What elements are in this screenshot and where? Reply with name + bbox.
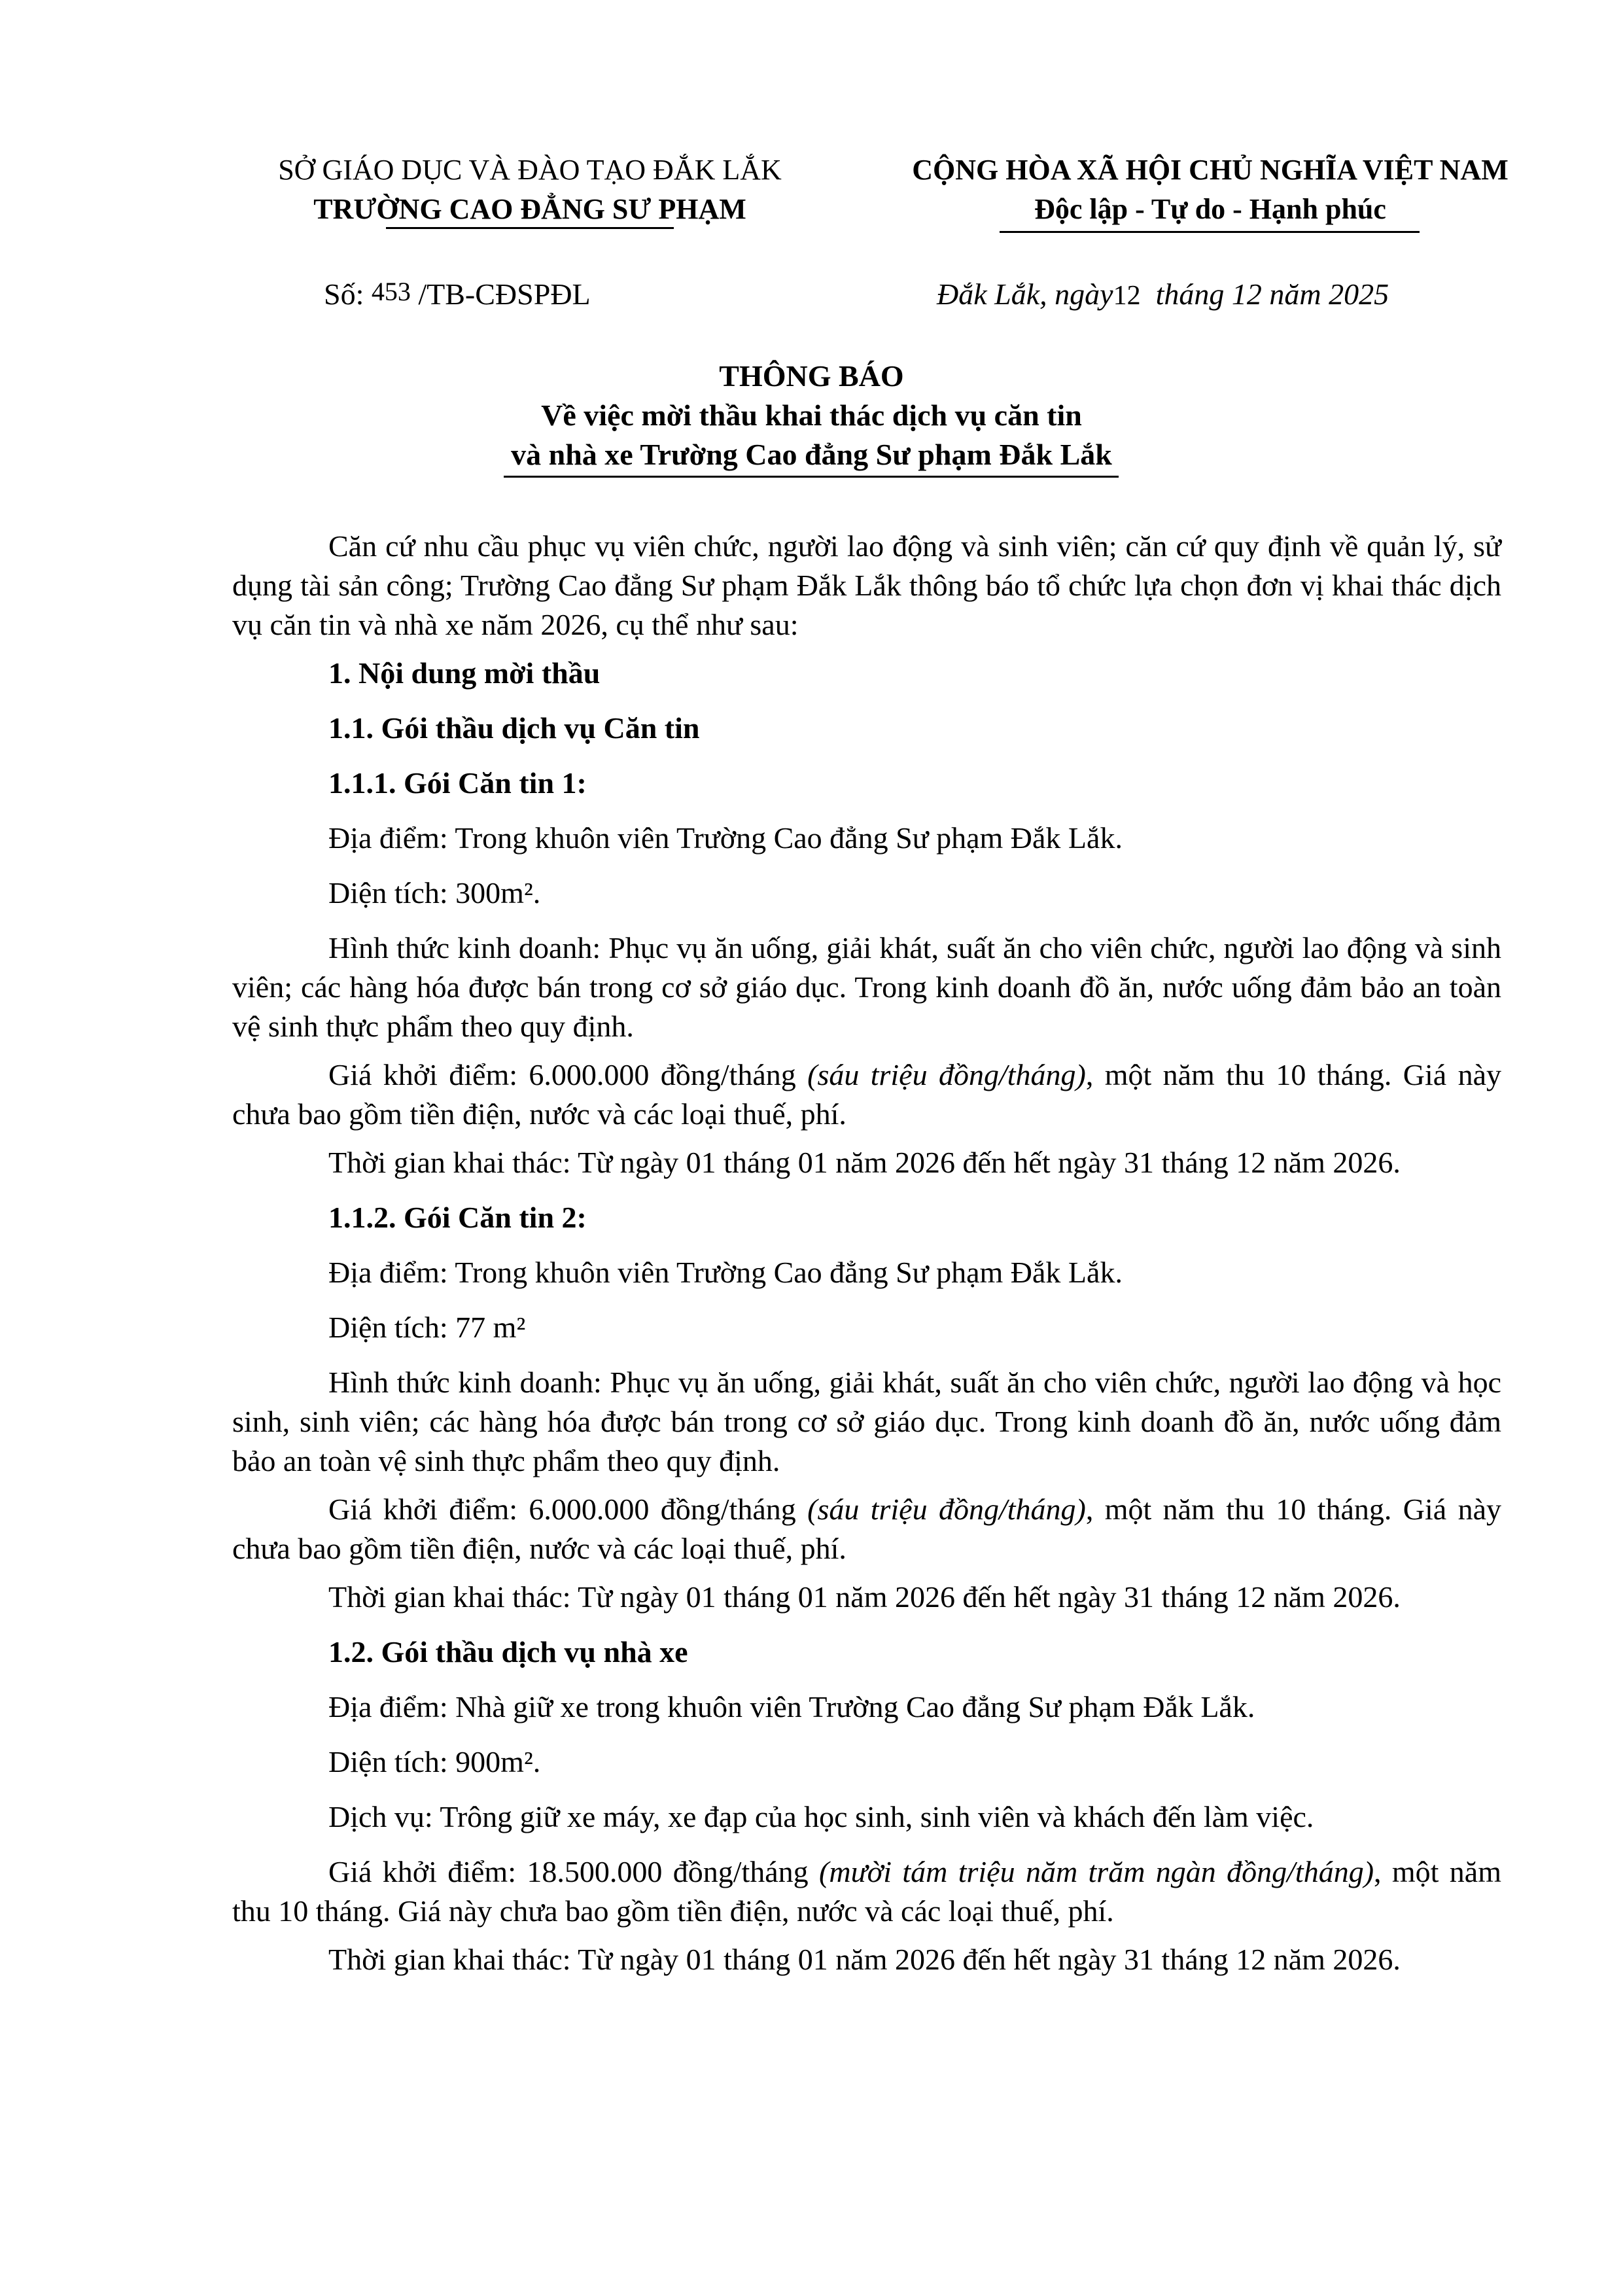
- motto-underline: [1000, 231, 1420, 233]
- document-date: [937, 275, 1389, 315]
- document-body: [232, 527, 1501, 1995]
- parking-location: Địa điểm: Nhà giữ xe trong khuôn viên Trường Cao đẳng Sư phạm Đắk Lắk.: [328, 1690, 1255, 1723]
- national-title: CỘNG HÒA XÃ HỘI CHỦ NGHĨA VIỆT NAM: [912, 154, 1509, 186]
- doc-number-value: 453: [371, 277, 411, 306]
- canteen2-price: Giá khởi điểm: 6.000.000 đồng/tháng (sáu triệu đồng/tháng), một năm thu 10 tháng. Giá này chưa bao gồm tiền điện, nước và các loại thuế, phí.: [232, 1492, 1501, 1565]
- department-name: SỞ GIÁO DỤC VÀ ĐÀO TẠO ĐẮK LẮK: [278, 154, 782, 186]
- school-name: TRƯỜNG CAO ĐẲNG SƯ PHẠM: [313, 193, 746, 225]
- canteen1-price: Giá khởi điểm: 6.000.000 đồng/tháng (sáu triệu đồng/tháng), một năm thu 10 tháng. Giá này chưa bao gồm tiền điện, nước và các loại thuế, phí.: [232, 1058, 1501, 1131]
- title-subject-line1: Về việc mời thầu khai thác dịch vụ căn tin: [541, 398, 1082, 432]
- canteen2-area: Diện tích: 77 m²: [328, 1311, 526, 1344]
- title-subject-line2: và nhà xe Trường Cao đẳng Sư phạm Đắk Lắk: [511, 438, 1112, 471]
- canteen1-business: Hình thức kinh doanh: Phục vụ ăn uống, giải khát, suất ăn cho viên chức, người lao động và sinh viên; các hàng hóa được bán trong cơ sở giáo dục. Trong kinh doanh đồ ăn, nước uống đảm bảo an toàn vệ sinh thực phẩm theo quy định.: [232, 931, 1501, 1043]
- national-header: [864, 150, 1557, 229]
- parking-period: Thời gian khai thác: Từ ngày 01 tháng 01 năm 2026 đến hết ngày 31 tháng 12 năm 2026.: [328, 1943, 1401, 1976]
- date-day: 12: [1113, 281, 1141, 311]
- document-number: [324, 275, 591, 315]
- section-heading: 1. Nội dung mời thầu: [328, 656, 601, 690]
- school-name-underline: [386, 227, 674, 229]
- canteen1-period: Thời gian khai thác: Từ ngày 01 tháng 01 năm 2026 đến hết ngày 31 tháng 12 năm 2026.: [328, 1146, 1401, 1179]
- parking-service: Dịch vụ: Trông giữ xe máy, xe đạp của học sinh, sinh viên và khách đến làm việc.: [328, 1800, 1314, 1833]
- parking-price: Giá khởi điểm: 18.500.000 đồng/tháng (mười tám triệu năm trăm ngàn đồng/tháng), một năm thu 10 tháng. Giá này chưa bao gồm tiền điện, nước và các loại thuế, phí.: [232, 1855, 1502, 1928]
- date-suffix: tháng 12 năm 2025: [1155, 277, 1389, 311]
- canteen2-period: Thời gian khai thác: Từ ngày 01 tháng 01 năm 2026 đến hết ngày 31 tháng 12 năm 2026.: [328, 1580, 1401, 1614]
- doc-number-prefix: Số:: [324, 277, 364, 311]
- parking-area: Diện tích: 900m².: [328, 1745, 541, 1778]
- canteen1-heading: 1.1.1. Gói Căn tin 1:: [328, 766, 587, 800]
- canteen1-area: Diện tích: 300m².: [328, 876, 541, 910]
- canteen2-business: Hình thức kinh doanh: Phục vụ ăn uống, giải khát, suất ăn cho viên chức, người lao động và học sinh, sinh viên; các hàng hóa được bán trong cơ sở giáo dục. Trong kinh doanh đồ ăn, nước uống đảm bảo an toàn vệ sinh thực phẩm theo quy định.: [232, 1366, 1501, 1477]
- issuer-header: [242, 150, 818, 229]
- canteen1-location: Địa điểm: Trong khuôn viên Trường Cao đẳng Sư phạm Đắk Lắk.: [328, 821, 1123, 855]
- title-type: THÔNG BÁO: [719, 359, 904, 393]
- doc-number-suffix: /TB-CĐSPĐL: [418, 277, 591, 311]
- national-motto: Độc lập - Tự do - Hạnh phúc: [1034, 193, 1386, 225]
- canteen2-location: Địa điểm: Trong khuôn viên Trường Cao đẳng Sư phạm Đắk Lắk.: [328, 1256, 1123, 1289]
- subsection-heading-canteen: 1.1. Gói thầu dịch vụ Căn tin: [328, 711, 700, 745]
- intro-paragraph: Căn cứ nhu cầu phục vụ viên chức, người lao động và sinh viên; căn cứ quy định về quản lý, sử dụng tài sản công; Trường Cao đẳng Sư phạm Đắk Lắk thông báo tổ chức lựa chọn đơn vị khai thác dịch vụ căn tin và nhà xe năm 2026, cụ thể như sau:: [232, 529, 1501, 641]
- parking-heading: 1.2. Gói thầu dịch vụ nhà xe: [328, 1635, 688, 1669]
- date-prefix: Đắk Lắk, ngày: [937, 277, 1113, 311]
- title-underline: [504, 476, 1119, 478]
- document-title: [0, 357, 1623, 474]
- canteen2-heading: 1.1.2. Gói Căn tin 2:: [328, 1201, 587, 1234]
